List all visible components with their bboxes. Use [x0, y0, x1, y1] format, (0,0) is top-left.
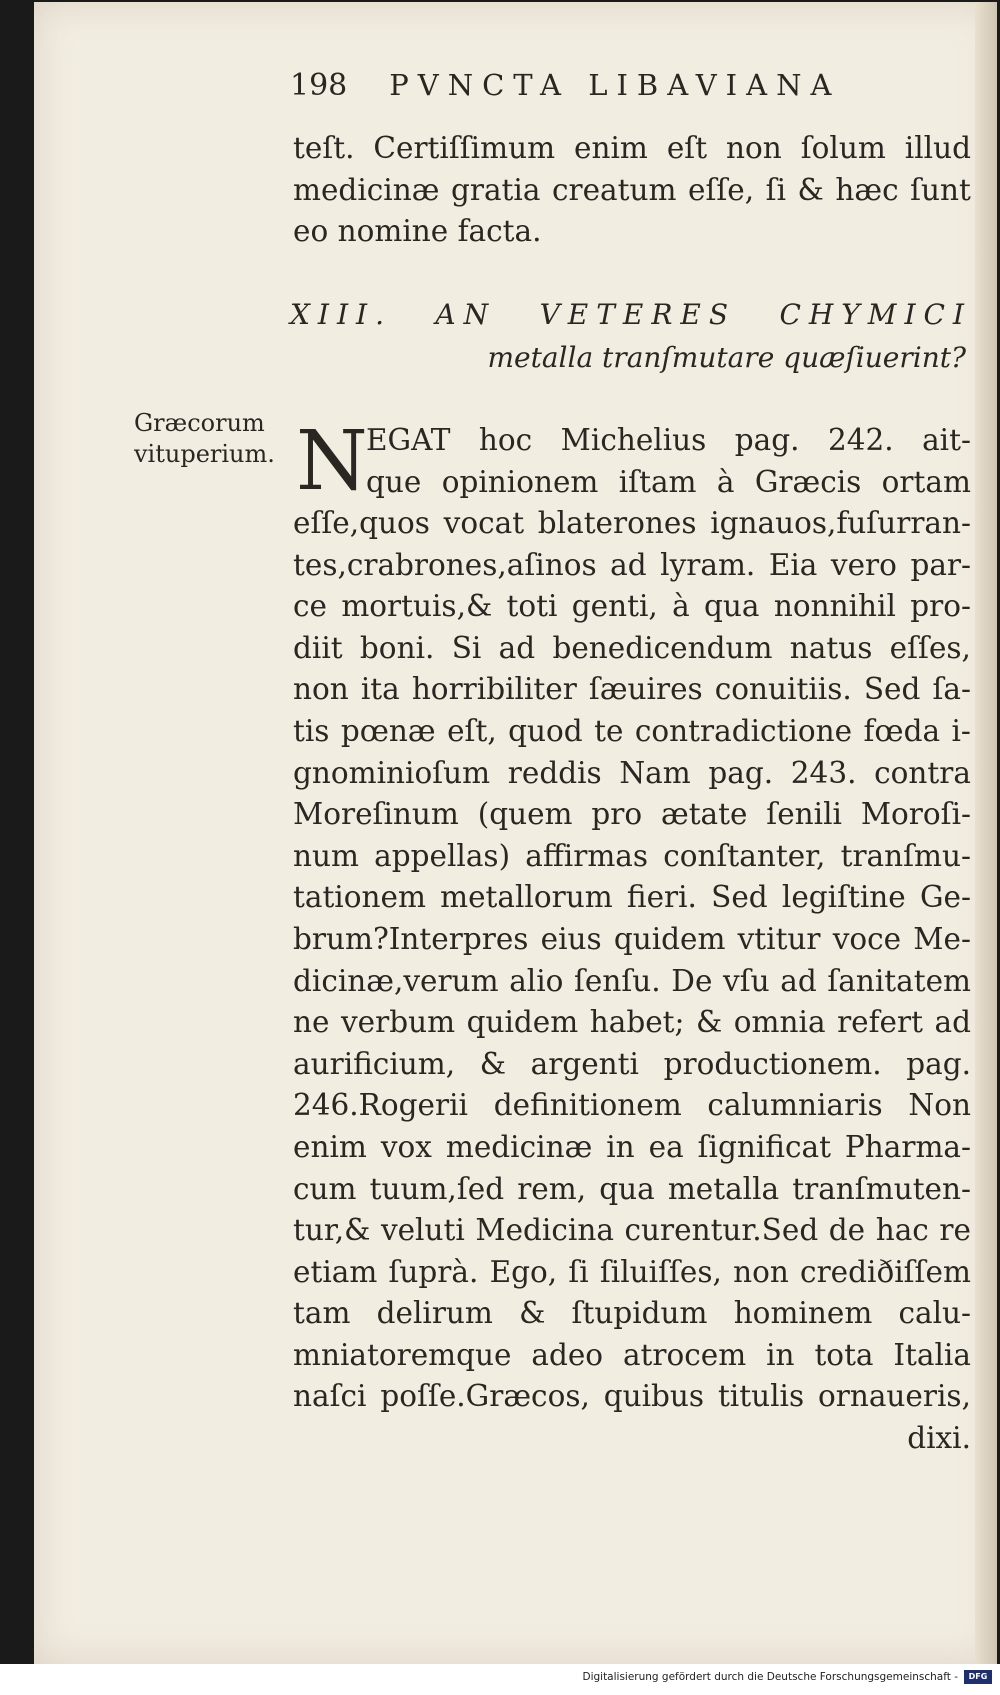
text-line: teſt. Certiſſimum enim eſt non ſolum illud [293, 131, 971, 165]
funding-credit: Digitalisierung gefördert durch die Deutsche Forschungsgemeinschaft - [582, 1671, 958, 1683]
dfg-logo: DFG [964, 1670, 992, 1684]
text-line: etiam ſuprà. Ego, ſi ſiluiſſes, non crediðiſſem [293, 1254, 971, 1289]
text-line: 246.Rogerii definitionem calumniaris Non [293, 1088, 971, 1123]
running-title: PVNCTA LIBAVIANA [389, 68, 841, 102]
top-paragraph [293, 128, 971, 253]
text-line: brum?Interpres eius quidem vtitur voce Me- [293, 921, 971, 956]
final-line: dixi. [907, 1421, 971, 1456]
chapter-heading [290, 298, 972, 374]
text-line: non ita horribiliter ſæuires conuitiis. Sed ſa- [293, 672, 971, 707]
text-line: diit boni. Si ad benedicendum natus eſſes, [293, 630, 971, 665]
text-line: cum tuum,ſed rem, qua metalla tranſmuten- [293, 1171, 971, 1206]
text-line: dicinæ,verum alio ſenſu. De vſu ad ſanitatem [293, 963, 971, 998]
text-line: que opinionem iſtam à Græcis ortam [366, 464, 971, 499]
page-number: 198 [290, 68, 348, 103]
text-line: aurificium, & argenti productionem. pag. [293, 1046, 971, 1081]
text-line: tur,& veluti Medicina curentur.Sed de hac re [293, 1213, 971, 1248]
text-line: tes,crabrones,aſinos ad lyram. Eia vero par- [293, 547, 971, 582]
chapter-heading-line2: metalla tranſmutare quæſiuerint? [487, 341, 966, 374]
text-line: mniatoremque adeo atrocem in tota Italia [293, 1337, 971, 1372]
text-line: eo nomine facta. [293, 214, 542, 249]
text-line: tationem metallorum fieri. Sed legiſtine Ge- [293, 880, 971, 915]
chapter-heading-line1: XIII. AN VETERES CHYMICI [290, 298, 972, 331]
margin-note: Græcorum vituperium. [134, 409, 275, 468]
text-line: tis pœnæ eſt, quod te contradictione fœda i- [293, 713, 971, 748]
footer-strip [0, 1664, 1000, 1695]
text-line: Moreſinum (quem pro ætate ſenili Moroſi- [293, 797, 971, 832]
page-edge [975, 2, 997, 1664]
text-line: naſci poſſe.Græcos, quibus titulis ornaueris, [293, 1379, 971, 1414]
main-paragraph [293, 503, 971, 1460]
text-line: ne verbum quidem habet; & omnia refert ad [293, 1005, 971, 1040]
text-line: enim vox medicinæ in ea ſignificat Pharma- [293, 1129, 971, 1164]
first-lines [366, 420, 971, 503]
running-head [290, 68, 902, 103]
text-line: num appellas) affirmas conſtanter, tranſmu- [293, 838, 971, 873]
text-line: medicinæ gratia creatum eſſe, ſi & hæc ſunt [293, 172, 971, 207]
text-line: EGAT hoc Michelius pag. 242. ait- [366, 423, 971, 457]
drop-capital: N [296, 414, 368, 509]
text-line: eſſe,quos vocat blaterones ignauos,fuſurran- [293, 506, 971, 540]
text-line: gnominioſum reddis Nam pag. 243. contra [293, 755, 971, 790]
text-line: ce mortuis,& toti genti, à qua nonnihil pro- [293, 589, 971, 624]
text-line: tam delirum & ſtupidum hominem calu- [293, 1296, 971, 1331]
